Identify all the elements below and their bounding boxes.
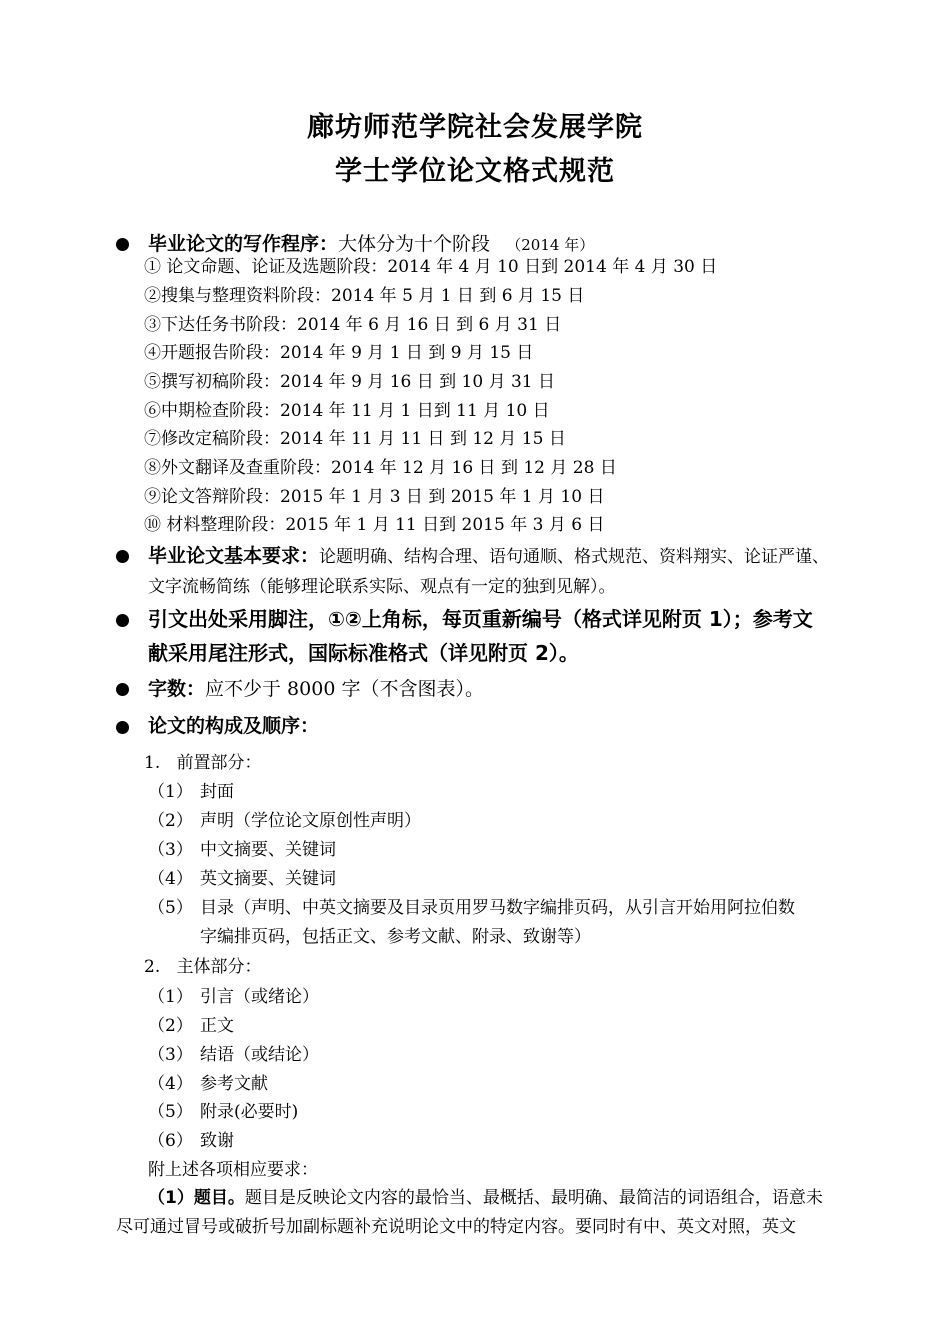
list-item-num: （1） [148, 782, 193, 802]
list-item [148, 1015, 193, 1037]
requirements-text: 论题明确、结构合理、语句通顺、格式规范、资料翔实、论证严谨、 [319, 547, 830, 567]
title-section-line1 [148, 1187, 823, 1209]
title-section-text: 题目是反映论文内容的最恰当、最概括、最明确、最简洁的词语组合，语意未 [244, 1188, 823, 1208]
title-section-label: （1）题目。 [148, 1188, 245, 1208]
requirements-line1 [148, 545, 829, 568]
bullet-icon [116, 683, 129, 696]
list-item-num: （5） [148, 1102, 193, 1122]
part1-heading [144, 752, 261, 774]
wordcount-line [148, 678, 484, 701]
list-item [148, 868, 193, 890]
bullet-icon [116, 721, 129, 734]
procedure-step: ④开题报告阶段：2014 年 9 月 1 日 到 9 月 15 日 [144, 343, 534, 363]
list-item-num: （2） [148, 1016, 193, 1036]
list-item [148, 810, 193, 832]
part1-label: 前置部分： [176, 753, 262, 773]
procedure-step: ⑨论文答辩阶段：2015 年 1 月 3 日 到 2015 年 1 月 10 日 [144, 487, 605, 507]
list-item-text: 目录（声明、中英文摘要及目录页用罗马数字编排页码，从引言开始用阿拉伯数 [200, 898, 795, 918]
wordcount-text: 应不少于 8000 字（不含图表）。 [205, 678, 484, 700]
list-item-text-cont: 字编排页码，包括正文、参考文献、附录、致谢等） [200, 927, 591, 947]
wordcount-heading: 字数： [148, 678, 206, 700]
part2-heading [144, 956, 261, 978]
list-item-text: 参考文献 [200, 1074, 268, 1094]
list-item-num: （2） [148, 811, 193, 831]
citation-line2: 献采用尾注形式，国际标准格式（详见附页 2）。 [148, 641, 579, 665]
list-item [148, 986, 193, 1008]
requirements-heading: 毕业论文基本要求： [148, 545, 320, 567]
list-item [148, 781, 193, 803]
procedure-step: ⑦修改定稿阶段：2014 年 11 月 11 日 到 12 月 15 日 [144, 429, 566, 449]
list-item [148, 1101, 193, 1123]
list-item [148, 897, 193, 919]
procedure-heading: 毕业论文的写作程序： [148, 233, 339, 255]
list-item-text: 封面 [200, 782, 234, 802]
document-title-line1: 廊坊师范学院社会发展学院 [307, 112, 643, 143]
part2-label: 主体部分： [176, 957, 262, 977]
list-item-num: （3） [148, 1045, 193, 1065]
list-item-text: 致谢 [200, 1131, 234, 1151]
list-item-text: 附录(必要时) [200, 1102, 299, 1122]
list-item-num: （3） [148, 840, 193, 860]
list-item-num: （4） [148, 869, 193, 889]
list-item-text: 引言（或绪论） [200, 987, 319, 1007]
bullet-icon [116, 614, 129, 627]
bullet-icon [116, 238, 129, 251]
part2-num: 2. [144, 957, 161, 977]
list-item-num: （4） [148, 1074, 193, 1094]
procedure-step: ②搜集与整理资料阶段：2014 年 5 月 1 日 到 6 月 15 日 [144, 286, 585, 306]
procedure-step: ⑧外文翻译及查重阶段：2014 年 12 月 16 日 到 12 月 28 日 [144, 458, 617, 478]
procedure-step: ① 论文命题、论证及选题阶段：2014 年 4 月 10 日到 2014 年 4 月 30 日 [144, 257, 718, 277]
procedure-step: ③下达任务书阶段：2014 年 6 月 16 日 到 6 月 31 日 [144, 315, 562, 335]
list-item-text: 声明（学位论文原创性声明） [200, 811, 421, 831]
structure-note: 附上述各项相应要求： [148, 1160, 318, 1180]
procedure-step: ⑩ 材料整理阶段：2015 年 1 月 11 日到 2015 年 3 月 6 日 [144, 515, 605, 535]
list-item-num: （6） [148, 1131, 193, 1151]
bullet-icon [116, 550, 129, 563]
list-item-text: 英文摘要、关键词 [200, 869, 336, 889]
procedure-heading-line [148, 233, 594, 256]
list-item [148, 839, 193, 861]
title-section-line2: 尽可通过冒号或破折号加副标题补充说明论文中的特定内容。要同时有中、英文对照，英文 [116, 1217, 796, 1237]
list-item-text: 中文摘要、关键词 [200, 840, 336, 860]
list-item-num: （5） [148, 898, 193, 918]
procedure-desc: 大体分为十个阶段 [338, 233, 491, 255]
citation-line1: 引文出处采用脚注，①②上角标，每页重新编号（格式详见附页 1）；参考文 [148, 607, 813, 631]
list-item-text: 正文 [200, 1016, 234, 1036]
list-item [148, 1044, 193, 1066]
procedure-step: ⑤撰写初稿阶段：2014 年 9 月 16 日 到 10 月 31 日 [144, 372, 556, 392]
list-item-text: 结语（或结论） [200, 1045, 319, 1065]
procedure-step: ⑥中期检查阶段：2014 年 11 月 1 日到 11 月 10 日 [144, 401, 550, 421]
list-item-num: （1） [148, 987, 193, 1007]
procedure-year: （2014 年） [506, 236, 595, 254]
requirements-line2: 文字流畅简练（能够理论联系实际、观点有一定的独到见解）。 [148, 577, 616, 597]
list-item [148, 1073, 193, 1095]
document-title-line2: 学士学位论文格式规范 [335, 156, 615, 187]
structure-heading: 论文的构成及顺序： [148, 715, 320, 737]
list-item [148, 1130, 193, 1152]
part1-num: 1. [144, 753, 161, 773]
